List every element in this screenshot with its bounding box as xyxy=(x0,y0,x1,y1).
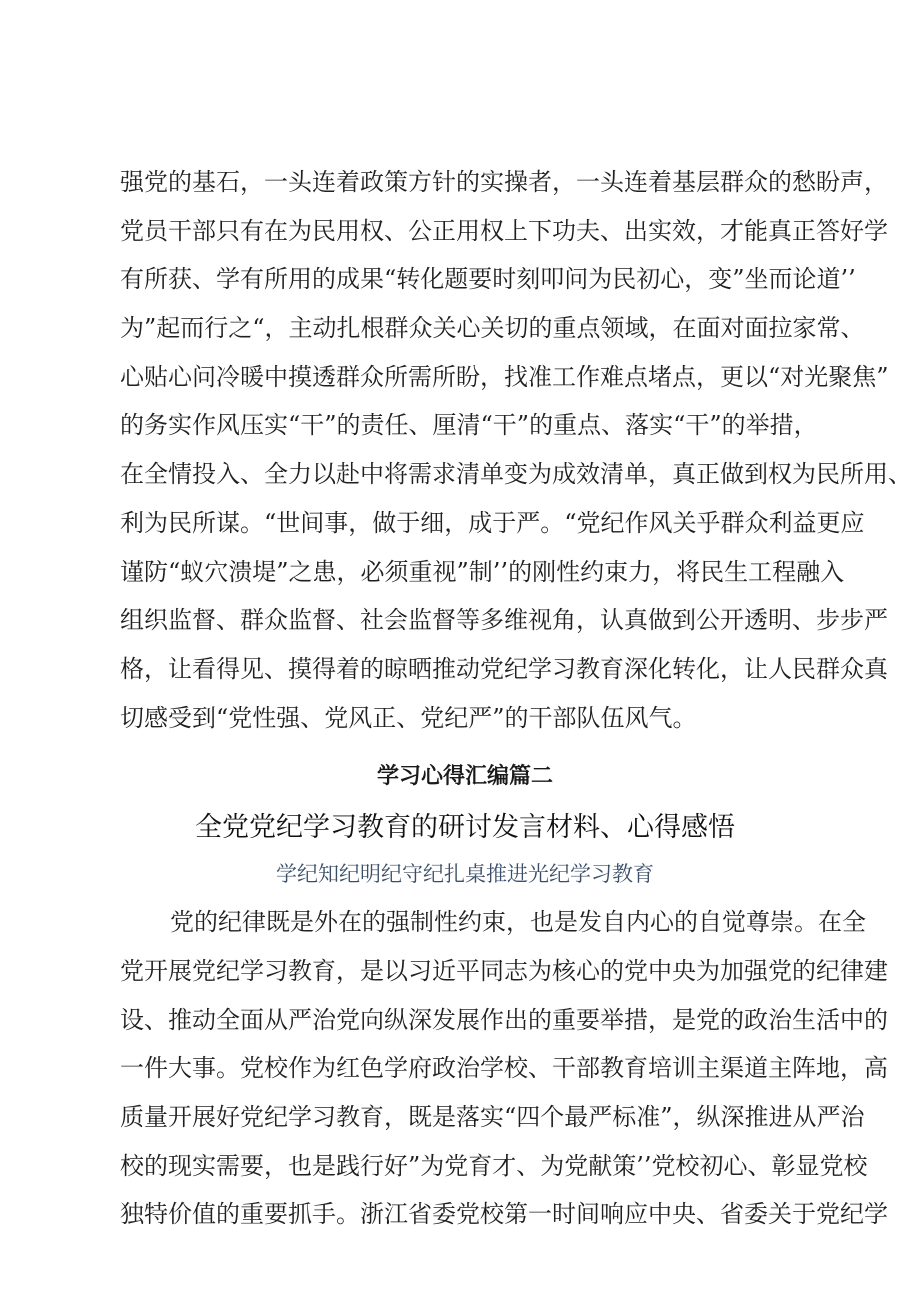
section1-body xyxy=(120,158,912,742)
section2-body xyxy=(120,898,888,1239)
paragraph-line: 格，让看得见、摸得着的晾晒推动党纪学习教育深化转化，让人民群众真 xyxy=(120,654,888,683)
paragraph-line: 独特价值的重要抓手。浙江省委党校第一时间响应中央、省委关于党纪学 xyxy=(120,1200,888,1229)
paragraph-line: 设、推动全面从严治党向纵深发展作出的重要举措，是党的政治生活中的 xyxy=(120,1005,888,1034)
paragraph-line: 党员干部只有在为民用权、公正用权上下功夫、出实效，才能真正答好学 xyxy=(120,216,888,245)
paragraph-line: 强党的基石，一头连着政策方针的实操者，一头连着基层群众的愁盼声， xyxy=(120,168,888,196)
paragraph-line: 心贴心问冷暖中摸透群众所需所盼，找准工作难点堵点，更以“对光聚焦” xyxy=(120,362,889,391)
paragraph-line: 为”起而行之“，主动扎根群众关心关切的重点领域，在面对面拉家常、 xyxy=(120,314,865,343)
paragraph-line: 有所获、学有所用的成果“转化题要时刻叩问为民初心，变”坐而论道’’ xyxy=(120,265,856,294)
paragraph-line: 一件大事。党校作为红色学府政治学校、干部教育培训主渠道主阵地，高 xyxy=(120,1054,888,1083)
article-title: 全党党纪学习教育的研讨发言材料、心得感悟 xyxy=(195,812,735,844)
paragraph-line-first: 党的纪律既是外在的强制性约束，也是发自内心的自觉尊崇。在全 xyxy=(170,908,866,937)
document-content xyxy=(120,158,912,1239)
paragraph-line: 组织监督、群众监督、社会监督等多维视角，认真做到公开透明、步步严 xyxy=(120,606,888,635)
paragraph-line: 党开展党纪学习教育，是以习近平同志为核心的党中央为加强党的纪律建 xyxy=(120,956,888,985)
paragraph-line: 校的现实需要，也是践行好”为党育才、为党献策’’党校初心、彰显党校 xyxy=(120,1151,868,1180)
article-subtitle: 学纪知纪明纪守纪扎桌推进光纪学习教育 xyxy=(276,862,654,887)
section-heading: 学习心得汇编篇二 xyxy=(376,764,553,790)
paragraph-line: 质量开展好党纪学习教育，既是落实“四个最严标准”，纵深推进从严治 xyxy=(120,1103,865,1131)
paragraph-line: 在全情投入、全力以赴中将需求清单变为成效清单，真正做到权为民所用、 xyxy=(120,460,912,489)
paragraph-line: 利为民所谋。“世间事，做于细，成于严。“党纪作风关乎群众利益更应 xyxy=(120,508,865,537)
paragraph-line: 的务实作风压实“干”的责任、厘清“干”的重点、落实“干”的举措， xyxy=(120,411,818,440)
paragraph-line-last: 切感受到“党性强、党风正、党纪严”的干部队伍风气。 xyxy=(120,703,697,732)
paragraph-line: 谨防“蚁穴溃堤”之患，必须重视”制’’的刚性约束力，将民生工程融入 xyxy=(120,557,845,586)
